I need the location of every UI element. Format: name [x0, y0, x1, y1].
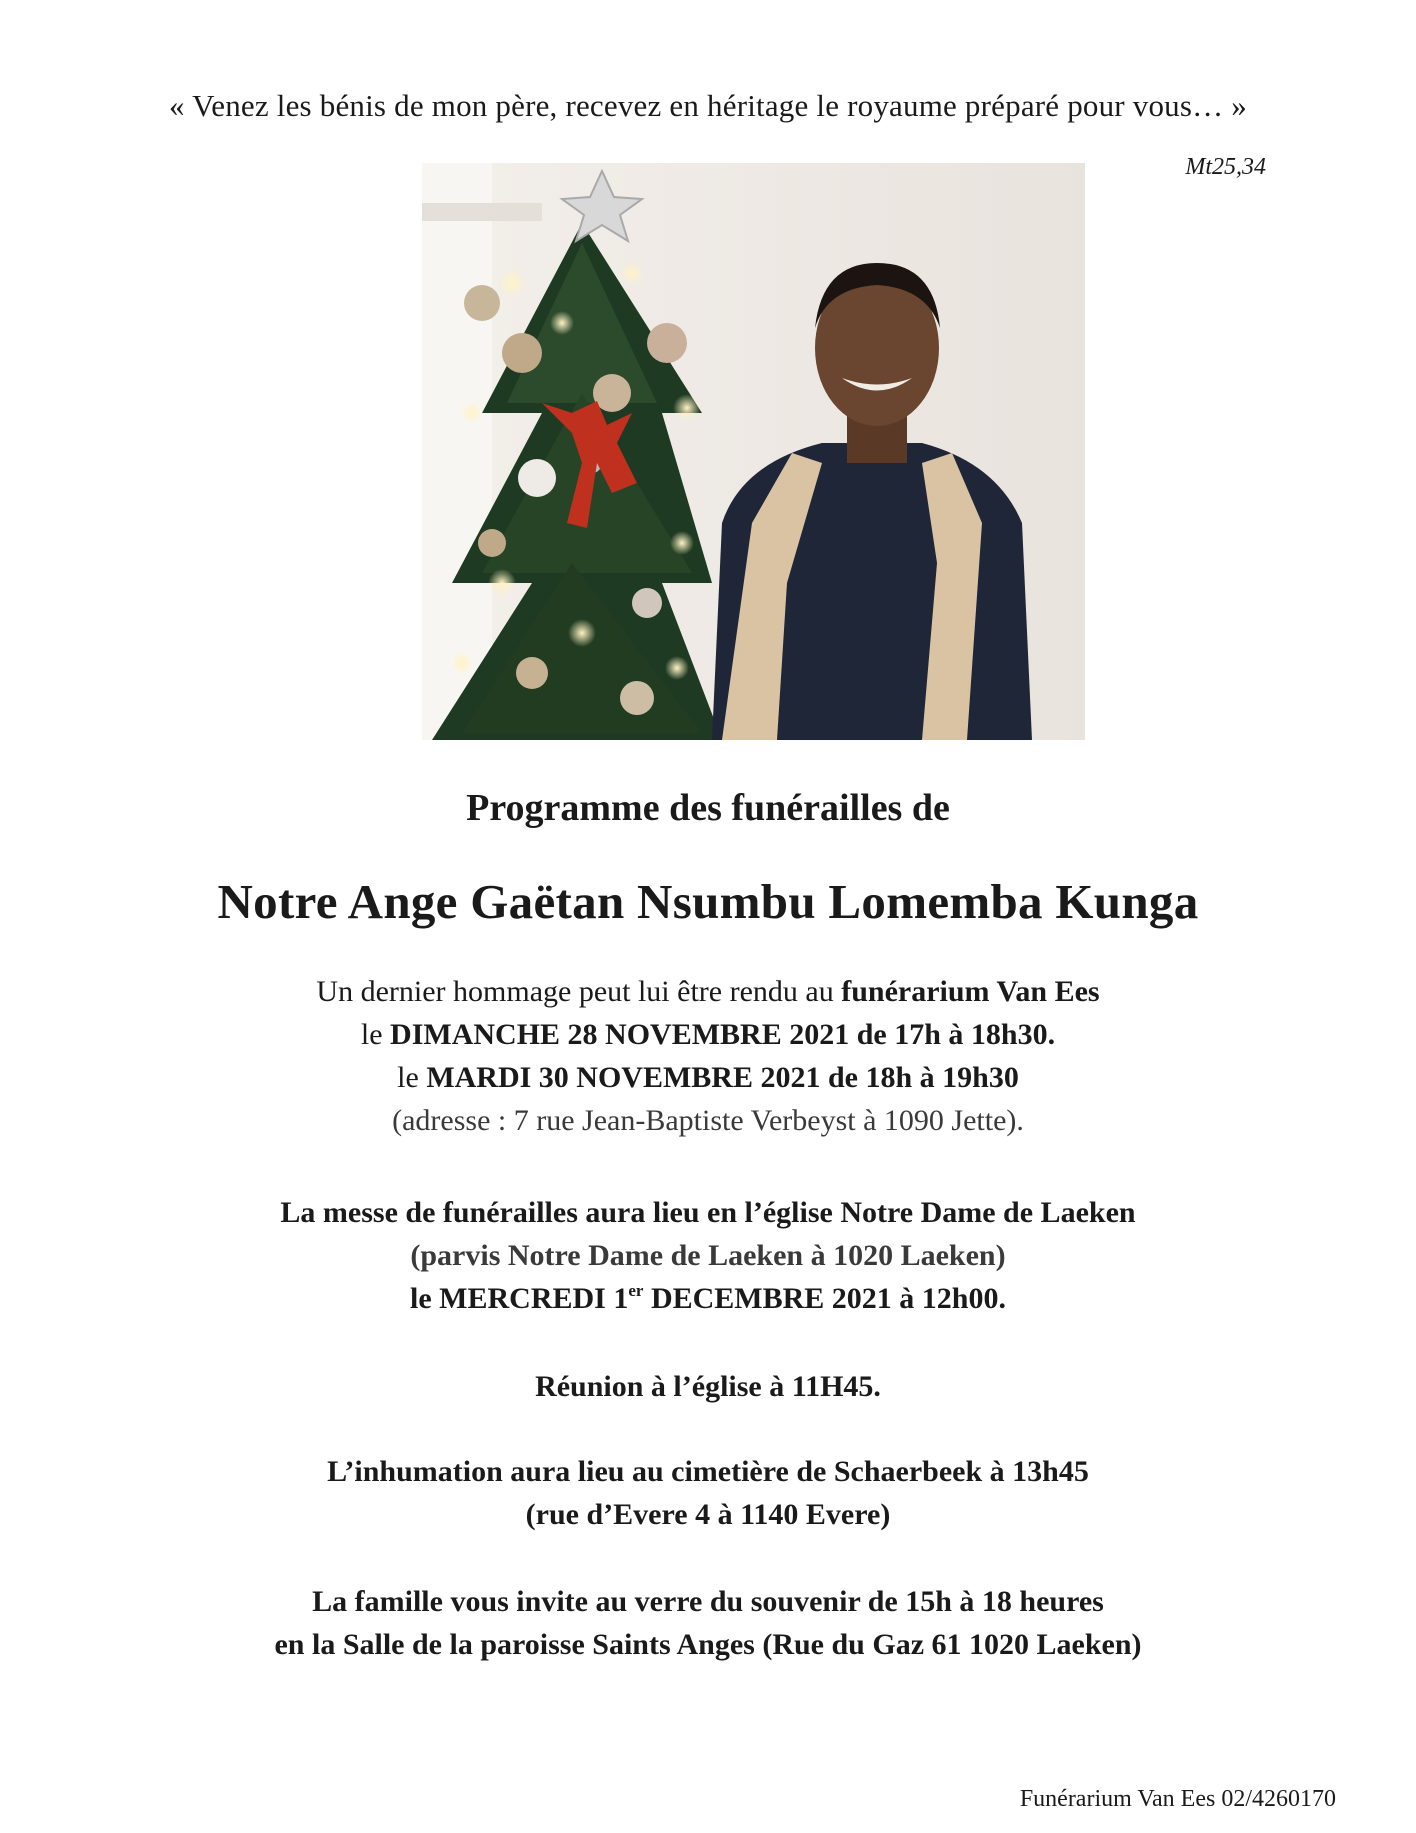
hommage-section — [0, 970, 1416, 1142]
messe-date: le MERCREDI 1er DECEMBRE 2021 à 12h00. — [410, 1281, 1006, 1315]
portrait-photo — [422, 163, 1085, 740]
epigraph-reference: Mt25,34 — [1185, 154, 1266, 180]
messe-line-1: La messe de funérailles aura lieu en l’église Notre Dame de Laeken — [280, 1196, 1136, 1229]
messe-address: (parvis Notre Dame de Laeken à 1020 Laeken) — [410, 1239, 1006, 1272]
inhumation-address: (rue d’Evere 4 à 1140 Evere) — [525, 1498, 891, 1531]
footer-contact: Funérarium Van Ees 02/4260170 — [1019, 1786, 1336, 1812]
deceased-name: Notre Ange Gaëtan Nsumbu Lomemba Kunga — [217, 874, 1199, 929]
famille-line-1: La famille vous invite au verre du souvenir de 15h à 18 heures — [312, 1585, 1104, 1618]
program-subtitle: Programme des funérailles de — [466, 787, 950, 829]
portrait-illustration — [422, 163, 1085, 740]
hommage-line-2: le DIMANCHE 28 NOVEMBRE 2021 de 17h à 18h30. — [360, 1018, 1056, 1051]
hommage-line-3: le MARDI 30 NOVEMBRE 2021 de 18h à 19h30 — [397, 1061, 1019, 1094]
reunion-section — [0, 1365, 1416, 1408]
inhumation-line-1: L’inhumation aura lieu au cimetière de Schaerbeek à 13h45 — [327, 1455, 1089, 1488]
hommage-line-1: Un dernier hommage peut lui être rendu au funérarium Van Ees — [316, 975, 1100, 1008]
famille-line-2: en la Salle de la paroisse Saints Anges (Rue du Gaz 61 1020 Laeken) — [274, 1628, 1142, 1661]
hommage-address: (adresse : 7 rue Jean-Baptiste Verbeyst à 1090 Jette). — [392, 1104, 1024, 1137]
famille-section — [0, 1580, 1416, 1666]
reunion-line: Réunion à l’église à 11H45. — [535, 1370, 881, 1403]
messe-section — [0, 1191, 1416, 1320]
epigraph-quote: « Venez les bénis de mon père, recevez en héritage le royaume préparé pour vous… » — [169, 88, 1247, 123]
inhumation-section — [0, 1450, 1416, 1536]
